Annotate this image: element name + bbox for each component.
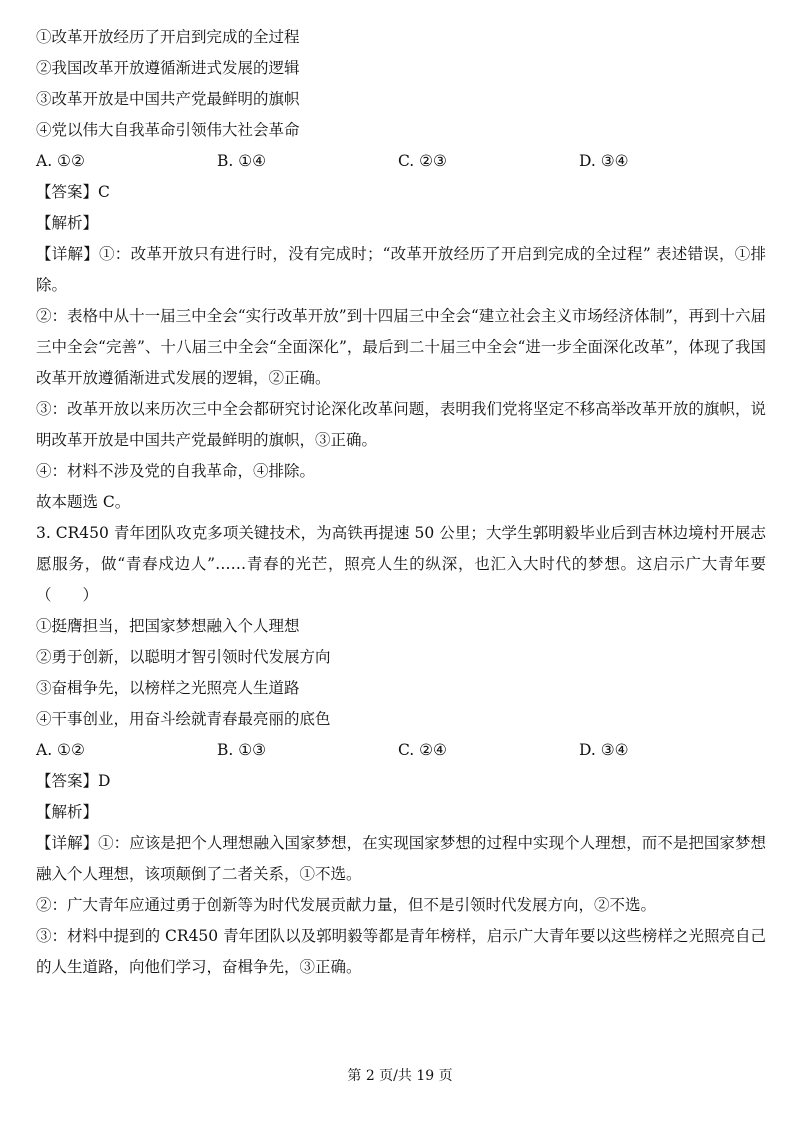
q3-choice-1: ①挺膺担当，把国家梦想融入个人理想 <box>36 617 300 635</box>
q2-analysis-label: 【解析】 <box>36 214 99 232</box>
q3-options <box>36 735 766 766</box>
q2-option-a: A. ①② <box>36 152 85 170</box>
q3-option-a: A. ①② <box>36 741 85 759</box>
q2-choice-4: ④党以伟大自我革命引领伟大社会革命 <box>36 121 300 139</box>
q3-option-d: D. ③④ <box>579 741 629 759</box>
q3-option-b: B. ①③ <box>217 741 267 759</box>
page-content <box>36 22 766 983</box>
q3-option-c: C. ②④ <box>398 741 447 759</box>
q2-option-b: B. ①④ <box>217 152 267 170</box>
q3-detail-2: ②：广大青年应通过勇于创新等为时代发展贡献力量，但不是引领时代发展方向，②不选。 <box>36 896 657 914</box>
q2-detail-4: ④：材料不涉及党的自我革命，④排除。 <box>36 462 316 480</box>
q3-analysis-label: 【解析】 <box>36 803 99 821</box>
page-footer: 第 2 页/共 19 页 <box>347 1068 453 1084</box>
q3-detail-3: ③：材料中提到的 CR450 青年团队以及郭明毅等都是青年榜样，启示广大青年要以这些榜样之光照亮自己的人生道路，向他们学习，奋楫争先，③正确。 <box>36 927 766 976</box>
q2-detail-1: 【详解】①：改革开放只有进行时，没有完成时；“改革开放经历了开启到完成的全过程” 表述错误，①排除。 <box>36 245 766 294</box>
q2-options <box>36 146 766 177</box>
q3-detail-1: 【详解】①：应该是把个人理想融入国家梦想，在实现国家梦想的过程中实现个人理想，而不是把国家梦想融入个人理想，该项颠倒了二者关系，①不选。 <box>36 834 766 883</box>
q2-choice-1: ①改革开放经历了开启到完成的全过程 <box>36 28 300 46</box>
q3-choice-list <box>36 611 766 735</box>
q2-option-d: D. ③④ <box>579 152 629 170</box>
q2-detail-3: ③：改革开放以来历次三中全会都研究讨论深化改革问题，表明我们党将坚定不移高举改革开放的旗帜，说明改革开放是中国共产党最鲜明的旗帜，③正确。 <box>36 400 766 449</box>
q3-answer: 【答案】D <box>36 772 111 790</box>
q2-choice-list <box>36 22 766 146</box>
q3-choice-3: ③奋楫争先，以榜样之光照亮人生道路 <box>36 679 300 697</box>
q2-answer: 【答案】C <box>36 183 110 201</box>
q3-stem: 3. CR450 青年团队攻克多项关键技术，为高铁再提速 50 公里；大学生郭明毅毕业后到吉林边境村开展志愿服务，做“青春戍边人”……青春的光芒，照亮人生的纵深，也汇入大时代的梦想。这启示广大青年要（ ） <box>36 524 766 604</box>
q2-conclusion: 故本题选 C。 <box>36 493 131 511</box>
q2-choice-3: ③改革开放是中国共产党最鲜明的旗帜 <box>36 90 300 108</box>
q3-choice-4: ④干事创业，用奋斗绘就青春最亮丽的底色 <box>36 710 331 728</box>
q2-choice-2: ②我国改革开放遵循渐进式发展的逻辑 <box>36 59 300 77</box>
q2-detail-2: ②：表格中从十一届三中全会“实行改革开放”到十四届三中全会“建立社会主义市场经济体制”，再到十六届三中全会“完善”、十八届三中全会“全面深化”，最后到二十届三中全会“进一步全面深化改革”，体现了我国改革开放遵循渐进式发展的逻辑，②正确。 <box>36 307 766 387</box>
q2-option-c: C. ②③ <box>398 152 447 170</box>
q3-choice-2: ②勇于创新，以聪明才智引领时代发展方向 <box>36 648 331 666</box>
